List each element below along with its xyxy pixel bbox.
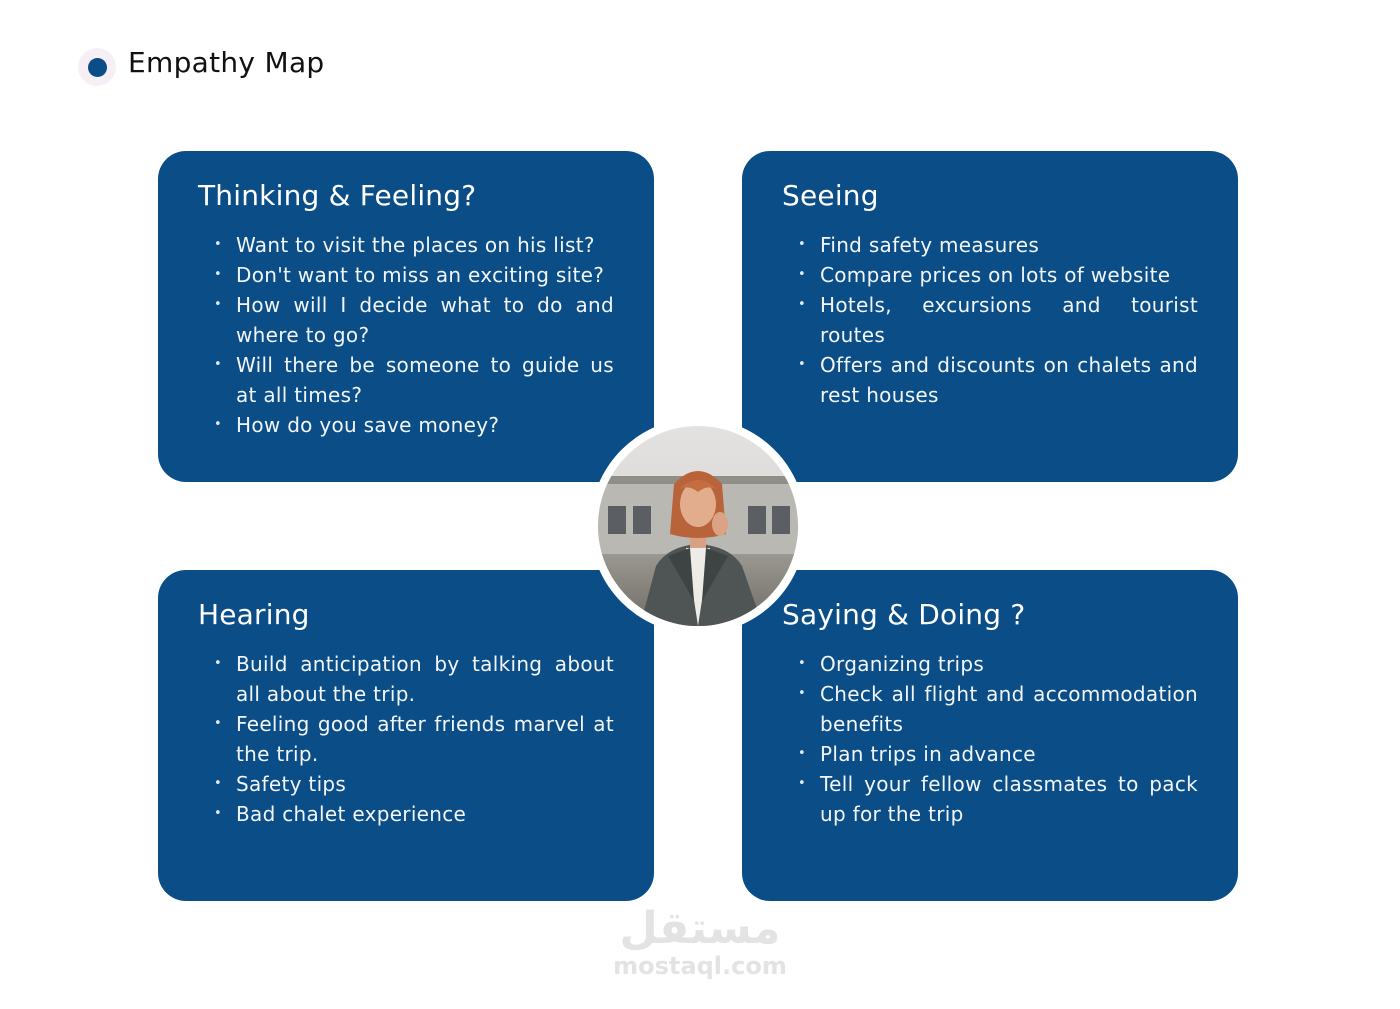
list-item: • How will I decide what to do and where to go? — [236, 290, 614, 350]
list-item: • Find safety measures — [820, 230, 1198, 260]
quadrant-hearing — [158, 570, 654, 901]
avatar-photo — [598, 426, 798, 626]
bullet-dot-icon — [78, 48, 116, 86]
list-item: • Tell your fellow classmates to pack up for the trip — [820, 769, 1198, 829]
quadrant-list — [782, 230, 1198, 410]
list-item: • Check all flight and accommodation benefits — [820, 679, 1198, 739]
list-item: • Offers and discounts on chalets and rest houses — [820, 350, 1198, 410]
list-item: • Want to visit the places on his list? — [236, 230, 614, 260]
quadrant-title: Saying & Doing ? — [782, 598, 1026, 631]
person-photo-icon — [598, 426, 798, 626]
quadrant-list — [198, 649, 614, 829]
page-title: Empathy Map — [128, 45, 325, 79]
list-item: • Build anticipation by talking about all about the trip. — [236, 649, 614, 709]
list-item: • Plan trips in advance — [820, 739, 1198, 769]
list-item: • How do you save money? — [236, 410, 614, 440]
watermark-logo — [610, 905, 790, 979]
list-item: • Compare prices on lots of website — [820, 260, 1198, 290]
quadrant-title: Thinking & Feeling? — [198, 179, 477, 212]
quadrant-title: Hearing — [198, 598, 310, 631]
quadrant-list — [198, 230, 614, 440]
list-item: • Will there be someone to guide us at all times? — [236, 350, 614, 410]
list-item: • Organizing trips — [820, 649, 1198, 679]
list-item: • Hotels, excursions and tourist routes — [820, 290, 1198, 350]
page-header — [78, 38, 324, 86]
quadrant-seeing — [742, 151, 1238, 482]
watermark-arabic: مستقل — [619, 903, 781, 954]
quadrant-thinking-feeling — [158, 151, 654, 482]
quadrant-list — [782, 649, 1198, 829]
quadrant-saying-doing — [742, 570, 1238, 901]
list-item: • Bad chalet experience — [236, 799, 614, 829]
quadrant-title: Seeing — [782, 179, 879, 212]
list-item: • Don't want to miss an exciting site? — [236, 260, 614, 290]
watermark-latin: mostaql.com — [613, 952, 787, 980]
persona-avatar — [590, 418, 806, 634]
list-item: • Safety tips — [236, 769, 614, 799]
list-item: • Feeling good after friends marvel at the trip. — [236, 709, 614, 769]
